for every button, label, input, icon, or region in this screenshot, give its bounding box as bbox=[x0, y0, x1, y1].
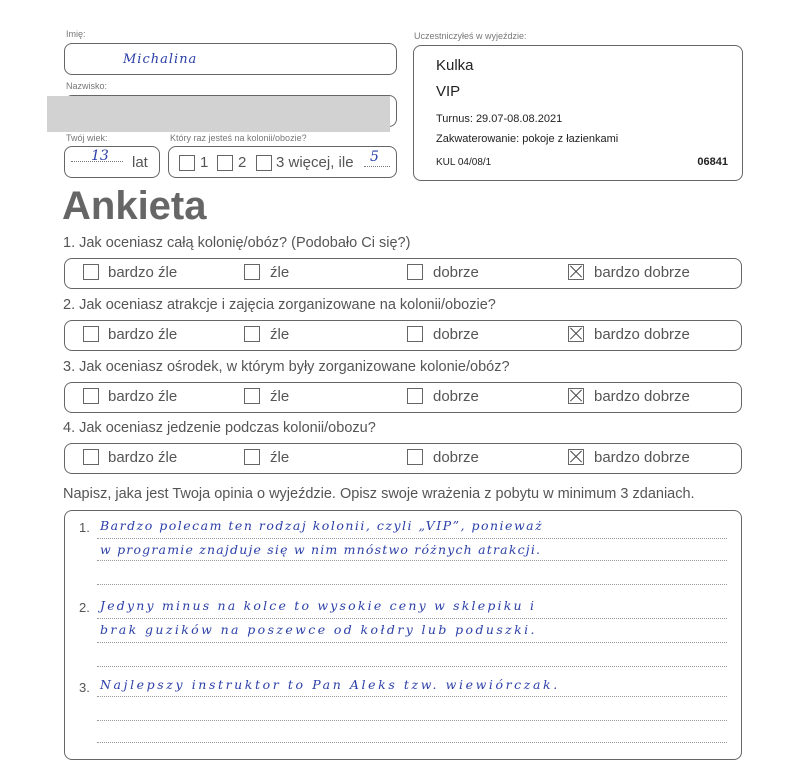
q4-label-zle: źle bbox=[270, 449, 290, 466]
question-4-text: 4. Jak oceniasz jedzenie podczas kolonii/obozu? bbox=[63, 420, 376, 436]
opinion-prompt: Napisz, jaka jest Twoja opinia o wyjeździe. Opisz swoje wrażenia z pobytu w minimum 3 zdaniach. bbox=[63, 486, 695, 502]
opinion-answer-line-1: Bardzo polecam ten rodzaj kolonii, czyli „VIP”, ponieważ bbox=[100, 518, 544, 533]
q1-label-bardzo-dobrze: bardzo dobrze bbox=[594, 264, 690, 281]
opinion-line bbox=[97, 618, 727, 619]
question-3-text: 3. Jak oceniasz ośrodek, w którym były zorganizowane kolonie/obóz? bbox=[63, 359, 510, 375]
q4-checkbox-bardzo-zle[interactable] bbox=[83, 449, 99, 465]
ktory-raz-field[interactable] bbox=[168, 146, 397, 178]
q4-label-bardzo-zle: bardzo źle bbox=[108, 449, 178, 466]
trip-card-label: Uczestniczyłeś w wyjeździe: bbox=[414, 31, 527, 41]
q2-checkbox-bardzo-dobrze[interactable] bbox=[568, 326, 584, 342]
q1-label-zle: źle bbox=[270, 264, 290, 281]
q2-checkbox-dobrze[interactable] bbox=[407, 326, 423, 342]
imie-value: Michalina bbox=[123, 52, 198, 67]
opinion-answer-line-5: Najlepszy instruktor to Pan Aleks tzw. wiewiórczak. bbox=[100, 677, 560, 692]
imie-label: Imię: bbox=[66, 29, 86, 39]
opinion-answer-line-3: Jedyny minus na kolce to wysokie ceny w sklepiku i bbox=[100, 598, 537, 613]
q4-checkbox-dobrze[interactable] bbox=[407, 449, 423, 465]
q2-label-dobrze: dobrze bbox=[433, 326, 479, 343]
opinion-answer-line-4: brak guzików na poszewce od kołdry lub poduszki. bbox=[100, 622, 537, 637]
ktory-raz-label: Który raz jesteś na kolonii/obozie? bbox=[170, 133, 307, 143]
opinion-answer-line-2: w programie znajduje się w nim mnóstwo różnych atrakcji. bbox=[100, 542, 542, 557]
q3-label-bardzo-dobrze: bardzo dobrze bbox=[594, 388, 690, 405]
trip-card bbox=[413, 45, 743, 181]
question-4-options bbox=[64, 443, 742, 474]
trip-code: KUL 04/08/1 bbox=[436, 157, 492, 168]
q3-label-zle: źle bbox=[270, 388, 290, 405]
ktory-raz-option-1: 1 bbox=[200, 154, 209, 171]
q1-checkbox-bardzo-dobrze[interactable] bbox=[568, 264, 584, 280]
opinion-line bbox=[97, 742, 727, 743]
q2-label-zle: źle bbox=[270, 326, 290, 343]
q3-checkbox-bardzo-dobrze[interactable] bbox=[568, 388, 584, 404]
q4-label-dobrze: dobrze bbox=[433, 449, 479, 466]
q1-checkbox-dobrze[interactable] bbox=[407, 264, 423, 280]
q1-checkbox-bardzo-zle[interactable] bbox=[83, 264, 99, 280]
opinion-number-1: 1. bbox=[79, 520, 90, 535]
q1-checkbox-zle[interactable] bbox=[244, 264, 260, 280]
ktory-raz-checkbox-3[interactable] bbox=[256, 155, 272, 171]
wiek-value: 13 bbox=[91, 148, 109, 164]
opinion-line bbox=[97, 666, 727, 667]
wiek-label: Twój wiek: bbox=[66, 133, 108, 143]
ktory-raz-value: 5 bbox=[370, 149, 379, 165]
nazwisko-label: Nazwisko: bbox=[66, 81, 108, 91]
ktory-raz-option-3: 3 więcej, ile bbox=[276, 154, 354, 171]
opinion-line bbox=[97, 642, 727, 643]
form-title: Ankieta bbox=[62, 184, 207, 228]
opinion-line bbox=[97, 720, 727, 721]
q2-label-bardzo-dobrze: bardzo dobrze bbox=[594, 326, 690, 343]
wiek-unit: lat bbox=[132, 154, 148, 171]
opinion-line bbox=[97, 560, 727, 561]
q2-checkbox-bardzo-zle[interactable] bbox=[83, 326, 99, 342]
q3-checkbox-zle[interactable] bbox=[244, 388, 260, 404]
q3-checkbox-bardzo-zle[interactable] bbox=[83, 388, 99, 404]
ktory-raz-checkbox-2[interactable] bbox=[217, 155, 233, 171]
ktory-raz-checkbox-1[interactable] bbox=[179, 155, 195, 171]
q4-checkbox-zle[interactable] bbox=[244, 449, 260, 465]
q2-checkbox-zle[interactable] bbox=[244, 326, 260, 342]
opinion-line bbox=[97, 538, 727, 539]
wiek-field[interactable] bbox=[64, 146, 160, 178]
q3-checkbox-dobrze[interactable] bbox=[407, 388, 423, 404]
trip-zakwaterowanie: Zakwaterowanie: pokoje z łazienkami bbox=[436, 133, 619, 145]
trip-number: 06841 bbox=[697, 156, 728, 168]
question-1-text: 1. Jak oceniasz całą kolonię/obóz? (Podobało Ci się?) bbox=[63, 235, 411, 251]
opinion-number-3: 3. bbox=[79, 680, 90, 695]
question-2-text: 2. Jak oceniasz atrakcje i zajęcia zorganizowane na kolonii/obozie? bbox=[63, 297, 496, 313]
q4-label-bardzo-dobrze: bardzo dobrze bbox=[594, 449, 690, 466]
trip-turnus: Turnus: 29.07-08.08.2021 bbox=[436, 113, 563, 125]
trip-name: Kulka bbox=[436, 57, 474, 74]
opinion-number-2: 2. bbox=[79, 600, 90, 615]
opinion-line bbox=[97, 696, 727, 697]
question-1-options bbox=[64, 258, 742, 289]
trip-type: VIP bbox=[436, 83, 461, 100]
q3-label-bardzo-zle: bardzo źle bbox=[108, 388, 178, 405]
opinion-line bbox=[97, 584, 727, 585]
q2-label-bardzo-zle: bardzo źle bbox=[108, 326, 178, 343]
ktory-raz-option-2: 2 bbox=[238, 154, 247, 171]
q3-label-dobrze: dobrze bbox=[433, 388, 479, 405]
q4-checkbox-bardzo-dobrze[interactable] bbox=[568, 449, 584, 465]
q1-label-bardzo-zle: bardzo źle bbox=[108, 264, 178, 281]
imie-field[interactable] bbox=[64, 43, 397, 75]
question-2-options bbox=[64, 320, 742, 351]
question-3-options bbox=[64, 382, 742, 413]
q1-label-dobrze: dobrze bbox=[433, 264, 479, 281]
redaction-block bbox=[47, 96, 390, 132]
